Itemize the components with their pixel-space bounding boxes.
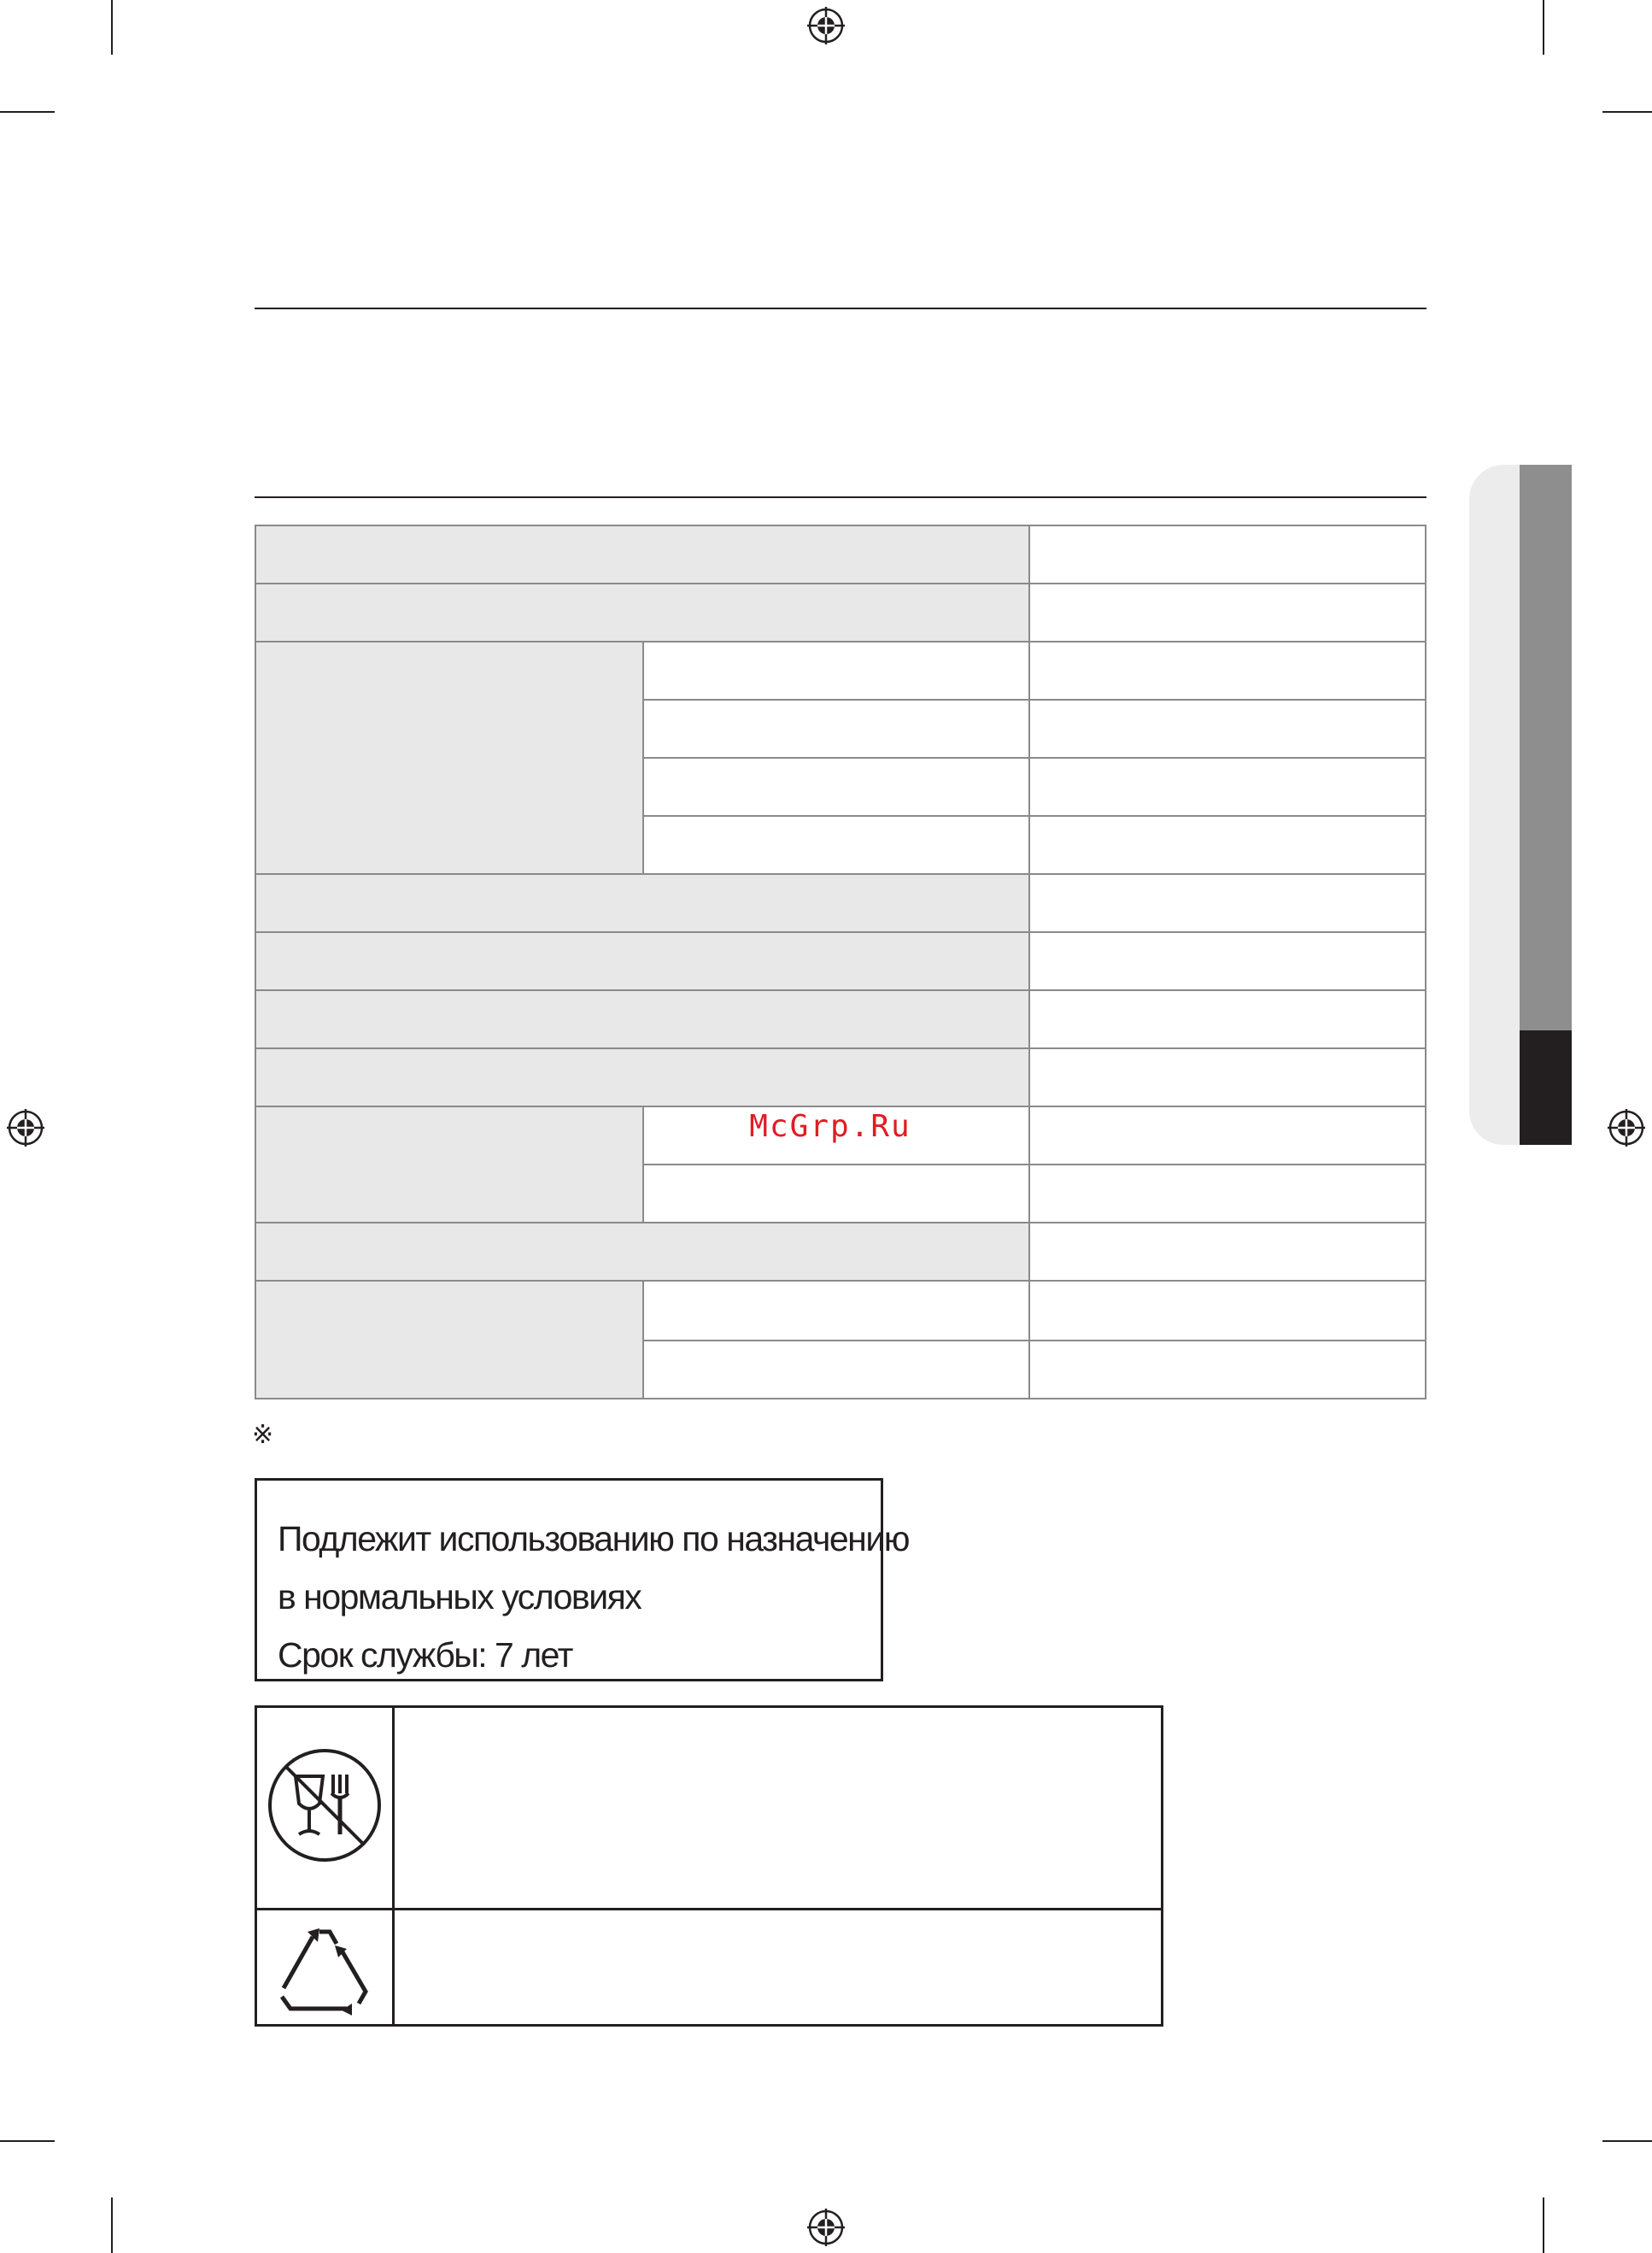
crop-mark — [1543, 2197, 1544, 2253]
service-life-box — [255, 1478, 909, 1681]
table-cell — [255, 1280, 644, 1399]
table-cell — [1028, 1222, 1426, 1282]
table-cell — [255, 1047, 1030, 1107]
registration-mark-icon — [1608, 1109, 1645, 1147]
table-cell — [1028, 699, 1426, 759]
table-cell — [642, 1164, 1030, 1223]
table-cell — [255, 641, 644, 875]
table-cell — [255, 525, 1030, 584]
side-tab — [1469, 465, 1520, 1145]
header-rule — [255, 308, 1426, 309]
table-cell — [1028, 1340, 1426, 1399]
service-life-line: Подлежит использованию по назначению — [278, 1519, 909, 1558]
table-cell — [255, 989, 1030, 1049]
table-cell — [255, 873, 1030, 933]
watermark: McGrp.Ru — [749, 1109, 911, 1144]
crop-mark — [1602, 111, 1652, 113]
not-for-food-icon — [265, 1745, 384, 1865]
side-tab-marker — [1520, 1030, 1572, 1145]
table-cell — [642, 1340, 1030, 1399]
service-life-line: Срок службы: 7 лет — [278, 1635, 572, 1675]
service-life-line: в нормальных условиях — [278, 1577, 641, 1616]
table-cell — [1028, 931, 1426, 991]
table-cell — [1028, 583, 1426, 642]
divider — [392, 1708, 395, 2024]
table-cell — [642, 641, 1030, 701]
table-cell — [642, 757, 1030, 817]
table-cell — [642, 1280, 1030, 1341]
table-cell — [255, 931, 1030, 991]
table-cell — [642, 699, 1030, 759]
registration-mark-icon — [807, 2209, 845, 2246]
table-cell — [1028, 1106, 1426, 1165]
table-cell — [255, 1106, 644, 1223]
crop-mark — [0, 111, 55, 113]
crop-mark — [1543, 0, 1544, 55]
table-cell — [255, 583, 1030, 642]
crop-mark — [1602, 2140, 1652, 2142]
table-cell — [1028, 873, 1426, 933]
registration-mark-icon — [7, 1109, 44, 1147]
registration-mark-icon — [807, 7, 845, 44]
table-cell — [642, 815, 1030, 875]
table-cell — [1028, 1164, 1426, 1223]
crop-mark — [111, 0, 113, 55]
table-cell — [255, 1222, 1030, 1282]
table-cell — [1028, 641, 1426, 701]
side-tab-band — [1520, 465, 1572, 1030]
section-rule — [255, 496, 1426, 498]
crop-mark — [0, 2140, 55, 2142]
crop-mark — [111, 2197, 113, 2253]
table-cell — [1028, 757, 1426, 817]
footnote-mark: ※ — [252, 1420, 274, 1450]
table-cell — [1028, 525, 1426, 584]
divider — [257, 1908, 1161, 1910]
table-cell — [1028, 989, 1426, 1049]
symbols-table — [255, 1705, 1163, 2027]
table-cell — [1028, 1047, 1426, 1107]
table-cell — [1028, 815, 1426, 875]
table-cell — [1028, 1280, 1426, 1341]
recycle-icon — [270, 1920, 379, 2019]
